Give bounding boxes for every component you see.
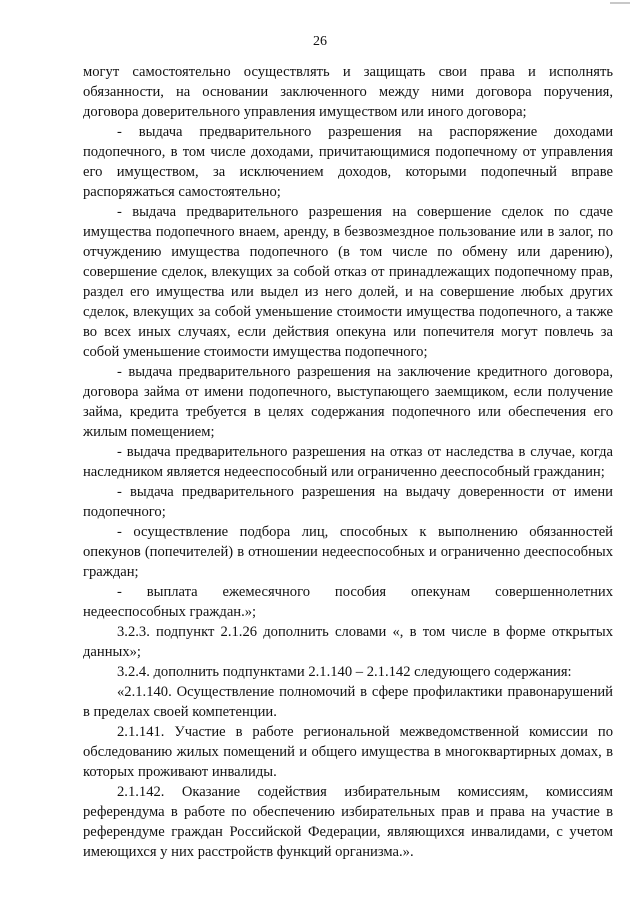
list-item-property-transactions: - выдача предварительного разрешения на совершение сделок по сдаче имущества подопечного внаем, аренду, в безвозмездное пользование или в залог, по отчуждению имущества подопечного (в том числе по обмену или дарению), совершение сделок, влекущих за собой отказ от принадлежащих подопечному прав, раздел его имущества или выдел из него долей, и на совершение любых других сделок, влекущих за собой уменьшение стоимости имущества подопечного, а также во всех иных случаях, если действия опекуна или попечителя могут повлечь за собой уменьшение стоимости имущества подопечного; [83,204,613,360]
subclause-2-1-140: «2.1.140. Осуществление полномочий в сфере профилактики правонарушений в пределах своей компетенции. [83,684,613,720]
list-item-income-disposal: - выдача предварительного разрешения на распоряжение доходами подопечного, в том числе доходами, причитающимися подопечному от управления его имуществом, за исключением доходов, которыми подопечный вправе распоряжаться самостоятельно; [83,124,613,200]
subclause-2-1-141: 2.1.141. Участие в работе региональной межведомственной комиссии по обследованию жилых помещений и общего имущества в многоквартирных домах, в которых проживают инвалиды. [83,724,613,780]
scan-corner-mark [610,2,630,4]
list-item-inheritance-refusal: - выдача предварительного разрешения на отказ от наследства в случае, когда наследником является недееспособный или ограниченно дееспособный гражданин; [83,444,613,480]
list-item-credit-agreement: - выдача предварительного разрешения на заключение кредитного договора, договора займа от имени подопечного, выступающего заемщиком, если получение займа, кредита требуется в целях содержания подопечного или обеспечения его жилым помещением; [83,364,613,440]
clause-3-2-4: 3.2.4. дополнить подпунктами 2.1.140 – 2.1.142 следующего содержания: [117,664,572,680]
list-item-power-of-attorney: - выдача предварительного разрешения на выдачу доверенности от имени подопечного; [83,484,613,520]
clause-3-2-3: 3.2.3. подпункт 2.1.26 дополнить словами «, в том числе в форме открытых данных»; [83,624,613,660]
document-body [83,62,613,862]
list-item-guardian-selection: - осуществление подбора лиц, способных к выполнению обязанностей опекунов (попечителей) в отношении недееспособных и ограниченно дееспособных граждан; [83,524,613,580]
paragraph-continuation: могут самостоятельно осуществлять и защищать свои права и исполнять обязанности, на основании заключенного между ними договора поручения, договора доверительного управления имуществом или иного договора; [83,64,613,120]
page-number: 26 [313,34,327,49]
list-item-monthly-allowance: - выплата ежемесячного пособия опекунам совершеннолетних недееспособных граждан.»; [83,584,613,620]
subclause-2-1-142: 2.1.142. Оказание содействия избирательным комиссиям, комиссиям референдума в работе по обеспечению избирательных прав и права на участие в референдуме граждан Российской Федерации, являющихся инвалидами, с учетом имеющихся у них расстройств функций организма.». [83,784,613,860]
